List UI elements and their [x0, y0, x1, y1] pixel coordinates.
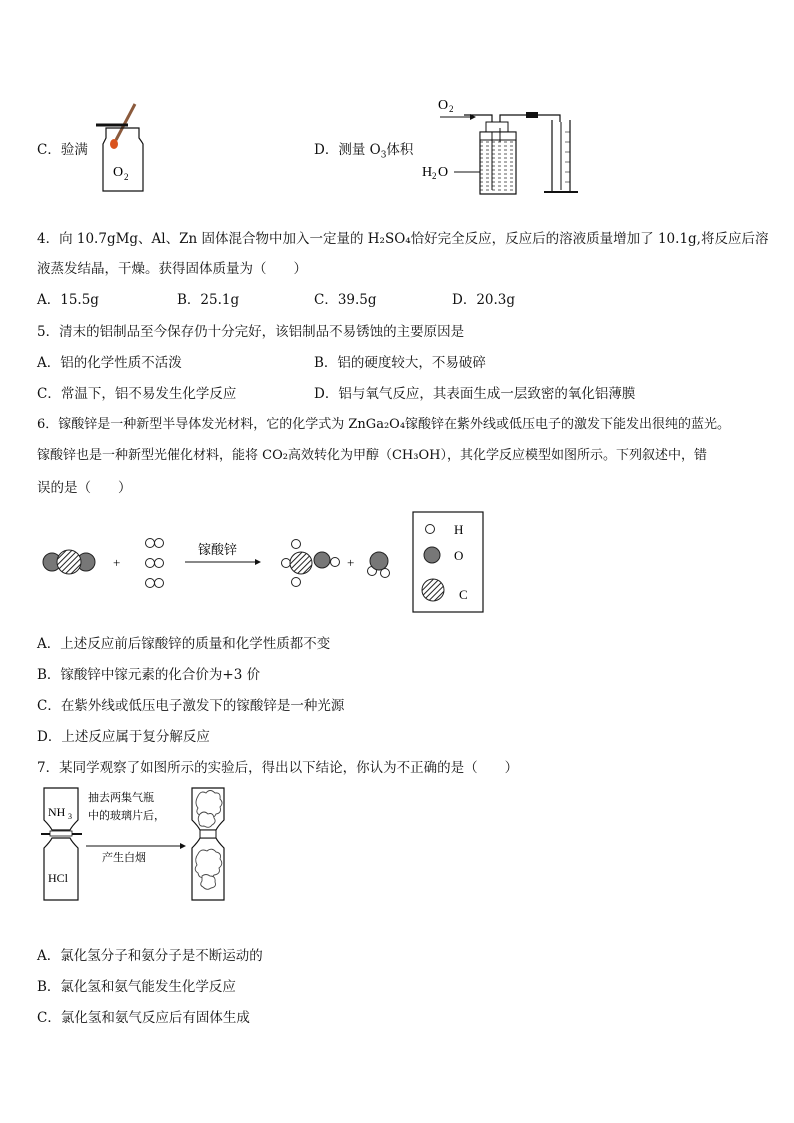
q3-option-c: C．验满	[37, 142, 88, 158]
plus-sign-1: +	[113, 555, 121, 570]
fig-caption-2: 中的玻璃片后，	[88, 809, 165, 822]
q3-option-d-sub: 3	[380, 150, 387, 161]
q6-option-d: D．上述反应属于复分解反应	[37, 729, 210, 745]
q5-option-d: D．铝与氧气反应，其表面生成一层致密的氧化铝薄膜	[314, 386, 636, 402]
nh3-hcl-experiment-diagram	[40, 784, 240, 904]
q5-stem: 5．清末的铝制品至今保存仍十分完好，该铝制品不易锈蚀的主要原因是	[37, 324, 465, 340]
legend-c: C	[459, 587, 468, 602]
q3-option-d	[314, 142, 413, 164]
fig-nh3-sub: 3	[68, 812, 72, 821]
q4-option-c: C．39.5g	[314, 292, 377, 308]
fig-c-bottle-diagram	[92, 100, 152, 195]
q6-option-b: B．镓酸锌中镓元素的化合价为+3 价	[37, 667, 261, 683]
q5-option-b: B．铝的硬度较大，不易破碎	[314, 355, 486, 371]
catalyst-label: 镓酸锌	[198, 543, 238, 558]
fig-c-bottle-label: O	[113, 165, 124, 180]
q3-option-d-prefix: D．测量 O	[314, 142, 381, 158]
q4-stem-line1: 4．向 10.7gMg、Al、Zn 固体混合物中加入一定量的 H₂SO₄恰好完全反应，反应后的溶液质量增加了 10.1g,将反应后溶	[37, 231, 769, 247]
q5-option-a: A．铝的化学性质不活泼	[37, 355, 182, 371]
fig-d-gas-sub: 2	[449, 104, 454, 114]
fig-d-water-sub: 2	[432, 171, 437, 181]
legend-o: O	[454, 548, 464, 563]
fig-c-bottle-sub: 2	[124, 172, 129, 182]
q4-stem-line2: 液蒸发结晶，干燥。获得固体质量为（ ）	[37, 261, 307, 277]
fig-caption-1: 抽去两集气瓶	[88, 791, 154, 804]
q5-option-c: C．常温下，铝不易发生化学反应	[37, 386, 237, 402]
q4-option-b: B．25.1g	[177, 292, 240, 308]
q4-option-a: A．15.5g	[37, 292, 99, 308]
fig-nh3-label: NH	[48, 805, 66, 819]
legend-h: H	[454, 522, 464, 537]
q6-stem-line2: 镓酸锌也是一种新型光催化材料，能将 CO₂高效转化为甲醇（CH₃OH），其化学反应模型如图所示。下列叙述中，错	[37, 448, 707, 463]
fig-d-apparatus-diagram	[420, 92, 580, 204]
reaction-model-diagram	[38, 510, 508, 615]
q3-option-d-suffix: 体积	[386, 142, 414, 158]
q6-stem-line1: 6．镓酸锌是一种新型半导体发光材料，它的化学式为 ZnGa₂O₄镓酸锌在紫外线或低压电子的激发下能发出很纯的蓝光。	[37, 417, 731, 432]
fig-d-water-label: H	[422, 165, 433, 180]
fig-d-gas-label: O	[438, 98, 449, 113]
q4-option-d: D．20.3g	[452, 292, 516, 308]
fig-caption-3: 产生白烟	[102, 851, 146, 864]
q7-stem: 7．某同学观察了如图所示的实验后，得出以下结论，你认为不正确的是（ ）	[37, 760, 519, 776]
plus-sign-2: +	[347, 555, 355, 570]
q6-option-c: C．在紫外线或低压电子激发下的镓酸锌是一种光源	[37, 698, 345, 714]
q6-stem-line3: 误的是（ ）	[37, 480, 132, 496]
q7-option-b: B．氯化氢和氨气能发生化学反应	[37, 979, 236, 995]
q6-option-a: A．上述反应前后镓酸锌的质量和化学性质都不变	[37, 636, 331, 652]
fig-d-water-suffix: O	[438, 165, 449, 180]
q7-option-a: A．氯化氢分子和氨分子是不断运动的	[37, 948, 263, 964]
q7-option-c: C．氯化氢和氨气反应后有固体生成	[37, 1010, 250, 1026]
fig-hcl-label: HCl	[48, 871, 69, 885]
